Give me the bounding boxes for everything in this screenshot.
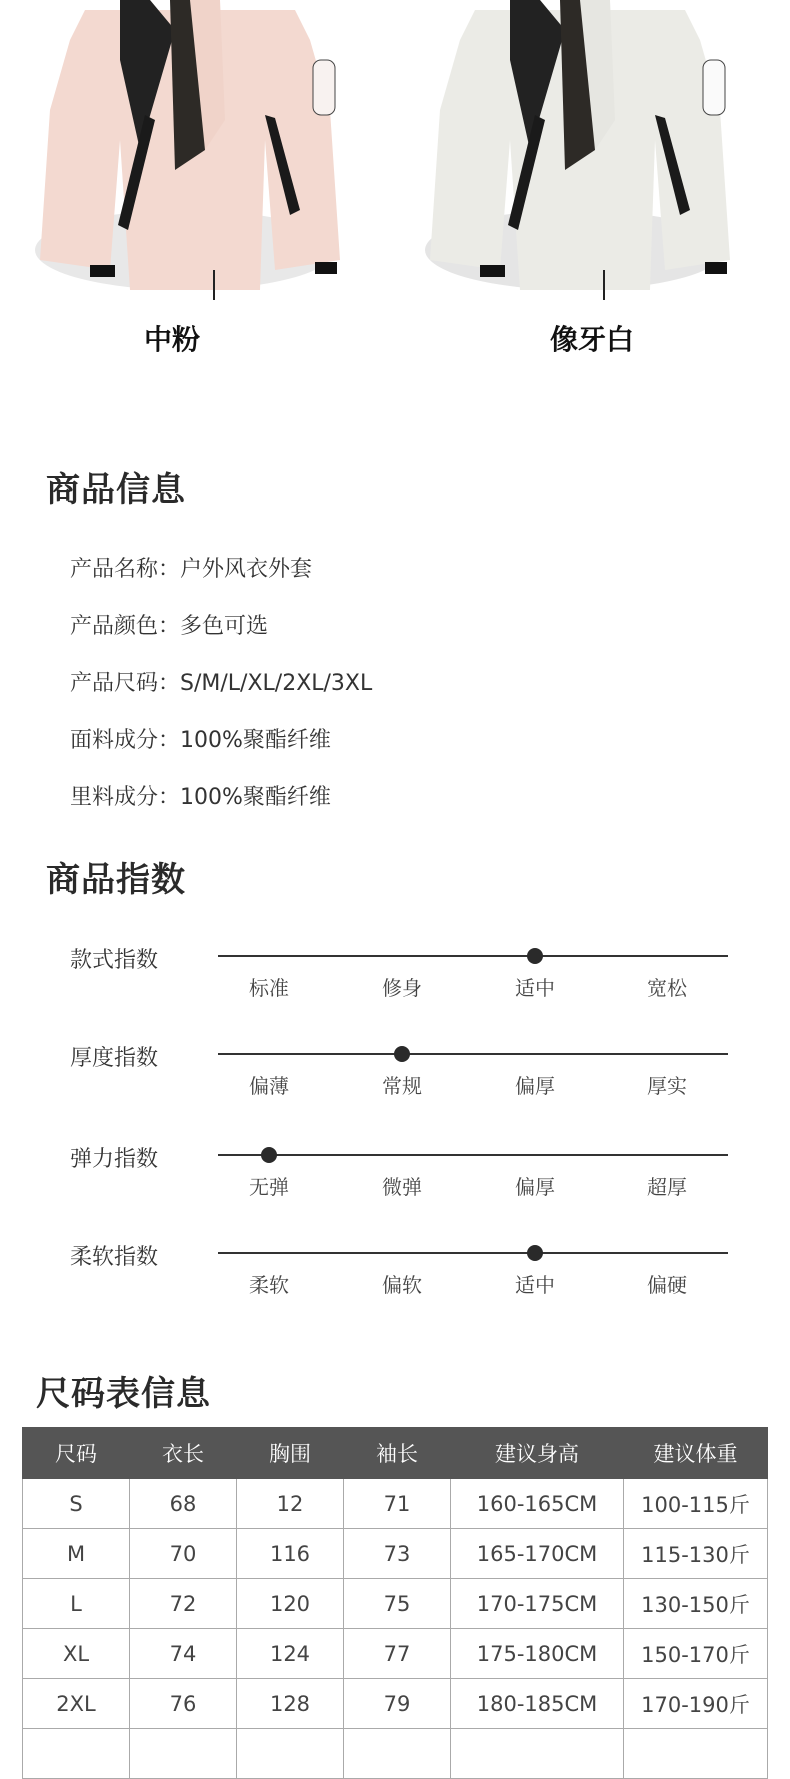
section-title-indices: 商品指数	[46, 860, 186, 900]
table-cell: 72	[130, 1579, 237, 1629]
index-option: 微弹	[382, 1175, 422, 1199]
table-cell	[23, 1729, 130, 1779]
table-cell: 170-190斤	[624, 1679, 768, 1729]
section-title-product-info: 商品信息	[46, 470, 186, 510]
color-label-pink: 中粉	[143, 323, 200, 356]
index-marker	[527, 948, 543, 964]
table-cell: 75	[344, 1579, 451, 1629]
table-cell: S	[23, 1479, 130, 1529]
color-label-ivory: 像牙白	[549, 323, 634, 356]
info-row	[70, 609, 268, 640]
table-cell: 12	[237, 1479, 344, 1529]
info-value: S/M/L/XL/2XL/3XL	[180, 671, 373, 696]
index-option: 柔软	[249, 1273, 289, 1297]
index-option: 偏厚	[515, 1175, 555, 1199]
table-cell: 124	[237, 1629, 344, 1679]
index-option: 厚实	[647, 1074, 687, 1098]
table-cell: 170-175CM	[451, 1579, 624, 1629]
index-label: 款式指数	[70, 948, 159, 973]
index-option: 标准	[249, 976, 289, 1000]
index-option: 偏薄	[249, 1074, 289, 1098]
index-label: 弹力指数	[70, 1147, 159, 1172]
table-cell: 76	[130, 1679, 237, 1729]
info-row	[70, 552, 312, 583]
table-cell: 73	[344, 1529, 451, 1579]
table-cell: 116	[237, 1529, 344, 1579]
table-cell: XL	[23, 1629, 130, 1679]
table-header-row	[23, 1428, 768, 1479]
table-row	[23, 1479, 768, 1529]
index-track	[218, 955, 728, 957]
table-cell: 70	[130, 1529, 237, 1579]
index-option: 适中	[515, 1273, 555, 1297]
table-cell: 74	[130, 1629, 237, 1679]
table-header-cell: 胸围	[237, 1428, 344, 1479]
table-cell: 160-165CM	[451, 1479, 624, 1529]
table-row	[23, 1579, 768, 1629]
table-cell: 128	[237, 1679, 344, 1729]
table-header-cell: 尺码	[23, 1428, 130, 1479]
info-key: 里料成分：	[70, 785, 181, 810]
table-header-cell: 建议体重	[624, 1428, 768, 1479]
index-label: 厚度指数	[70, 1046, 159, 1071]
product-image-ivory	[400, 0, 730, 320]
index-marker	[394, 1046, 410, 1062]
table-cell	[451, 1729, 624, 1779]
table-header-cell: 衣长	[130, 1428, 237, 1479]
table-cell	[624, 1729, 768, 1779]
index-marker	[527, 1245, 543, 1261]
table-cell: 79	[344, 1679, 451, 1729]
section-title-size-table: 尺码表信息	[36, 1374, 211, 1414]
table-cell	[130, 1729, 237, 1779]
table-row	[23, 1729, 768, 1779]
info-row	[70, 666, 372, 697]
table-row	[23, 1679, 768, 1729]
index-track	[218, 1252, 728, 1254]
info-row	[70, 723, 331, 754]
table-cell: 130-150斤	[624, 1579, 768, 1629]
table-cell: L	[23, 1579, 130, 1629]
index-track	[218, 1053, 728, 1055]
table-cell	[344, 1729, 451, 1779]
table-cell: 175-180CM	[451, 1629, 624, 1679]
info-value: 100%聚酯纤维	[180, 785, 331, 810]
table-row	[23, 1529, 768, 1579]
info-key: 产品颜色：	[70, 614, 181, 639]
table-cell: 165-170CM	[451, 1529, 624, 1579]
info-row	[70, 780, 331, 811]
index-label: 柔软指数	[70, 1245, 159, 1270]
table-cell: 77	[344, 1629, 451, 1679]
index-option: 偏软	[382, 1273, 422, 1297]
index-option: 偏厚	[515, 1074, 555, 1098]
product-image-pink	[10, 0, 340, 320]
table-cell: 150-170斤	[624, 1629, 768, 1679]
table-cell: 120	[237, 1579, 344, 1629]
table-header-cell: 袖长	[344, 1428, 451, 1479]
table-cell: 115-130斤	[624, 1529, 768, 1579]
table-cell	[237, 1729, 344, 1779]
table-cell: 71	[344, 1479, 451, 1529]
index-option: 超厚	[647, 1175, 687, 1199]
info-value: 户外风衣外套	[180, 557, 313, 582]
index-option: 偏硬	[647, 1273, 687, 1297]
table-cell: 2XL	[23, 1679, 130, 1729]
info-key: 产品尺码：	[70, 671, 181, 696]
index-option: 宽松	[647, 976, 687, 1000]
table-row	[23, 1629, 768, 1679]
info-key: 面料成分：	[70, 728, 181, 753]
index-option: 常规	[382, 1074, 422, 1098]
info-value: 多色可选	[180, 614, 269, 639]
index-track	[218, 1154, 728, 1156]
info-value: 100%聚酯纤维	[180, 728, 331, 753]
index-option: 适中	[515, 976, 555, 1000]
index-option: 无弹	[249, 1175, 289, 1199]
info-key: 产品名称：	[70, 557, 181, 582]
table-cell: 180-185CM	[451, 1679, 624, 1729]
size-table	[22, 1427, 768, 1779]
index-option: 修身	[382, 976, 422, 1000]
table-cell: 68	[130, 1479, 237, 1529]
table-cell: M	[23, 1529, 130, 1579]
table-cell: 100-115斤	[624, 1479, 768, 1529]
table-header-cell: 建议身高	[451, 1428, 624, 1479]
index-marker	[261, 1147, 277, 1163]
